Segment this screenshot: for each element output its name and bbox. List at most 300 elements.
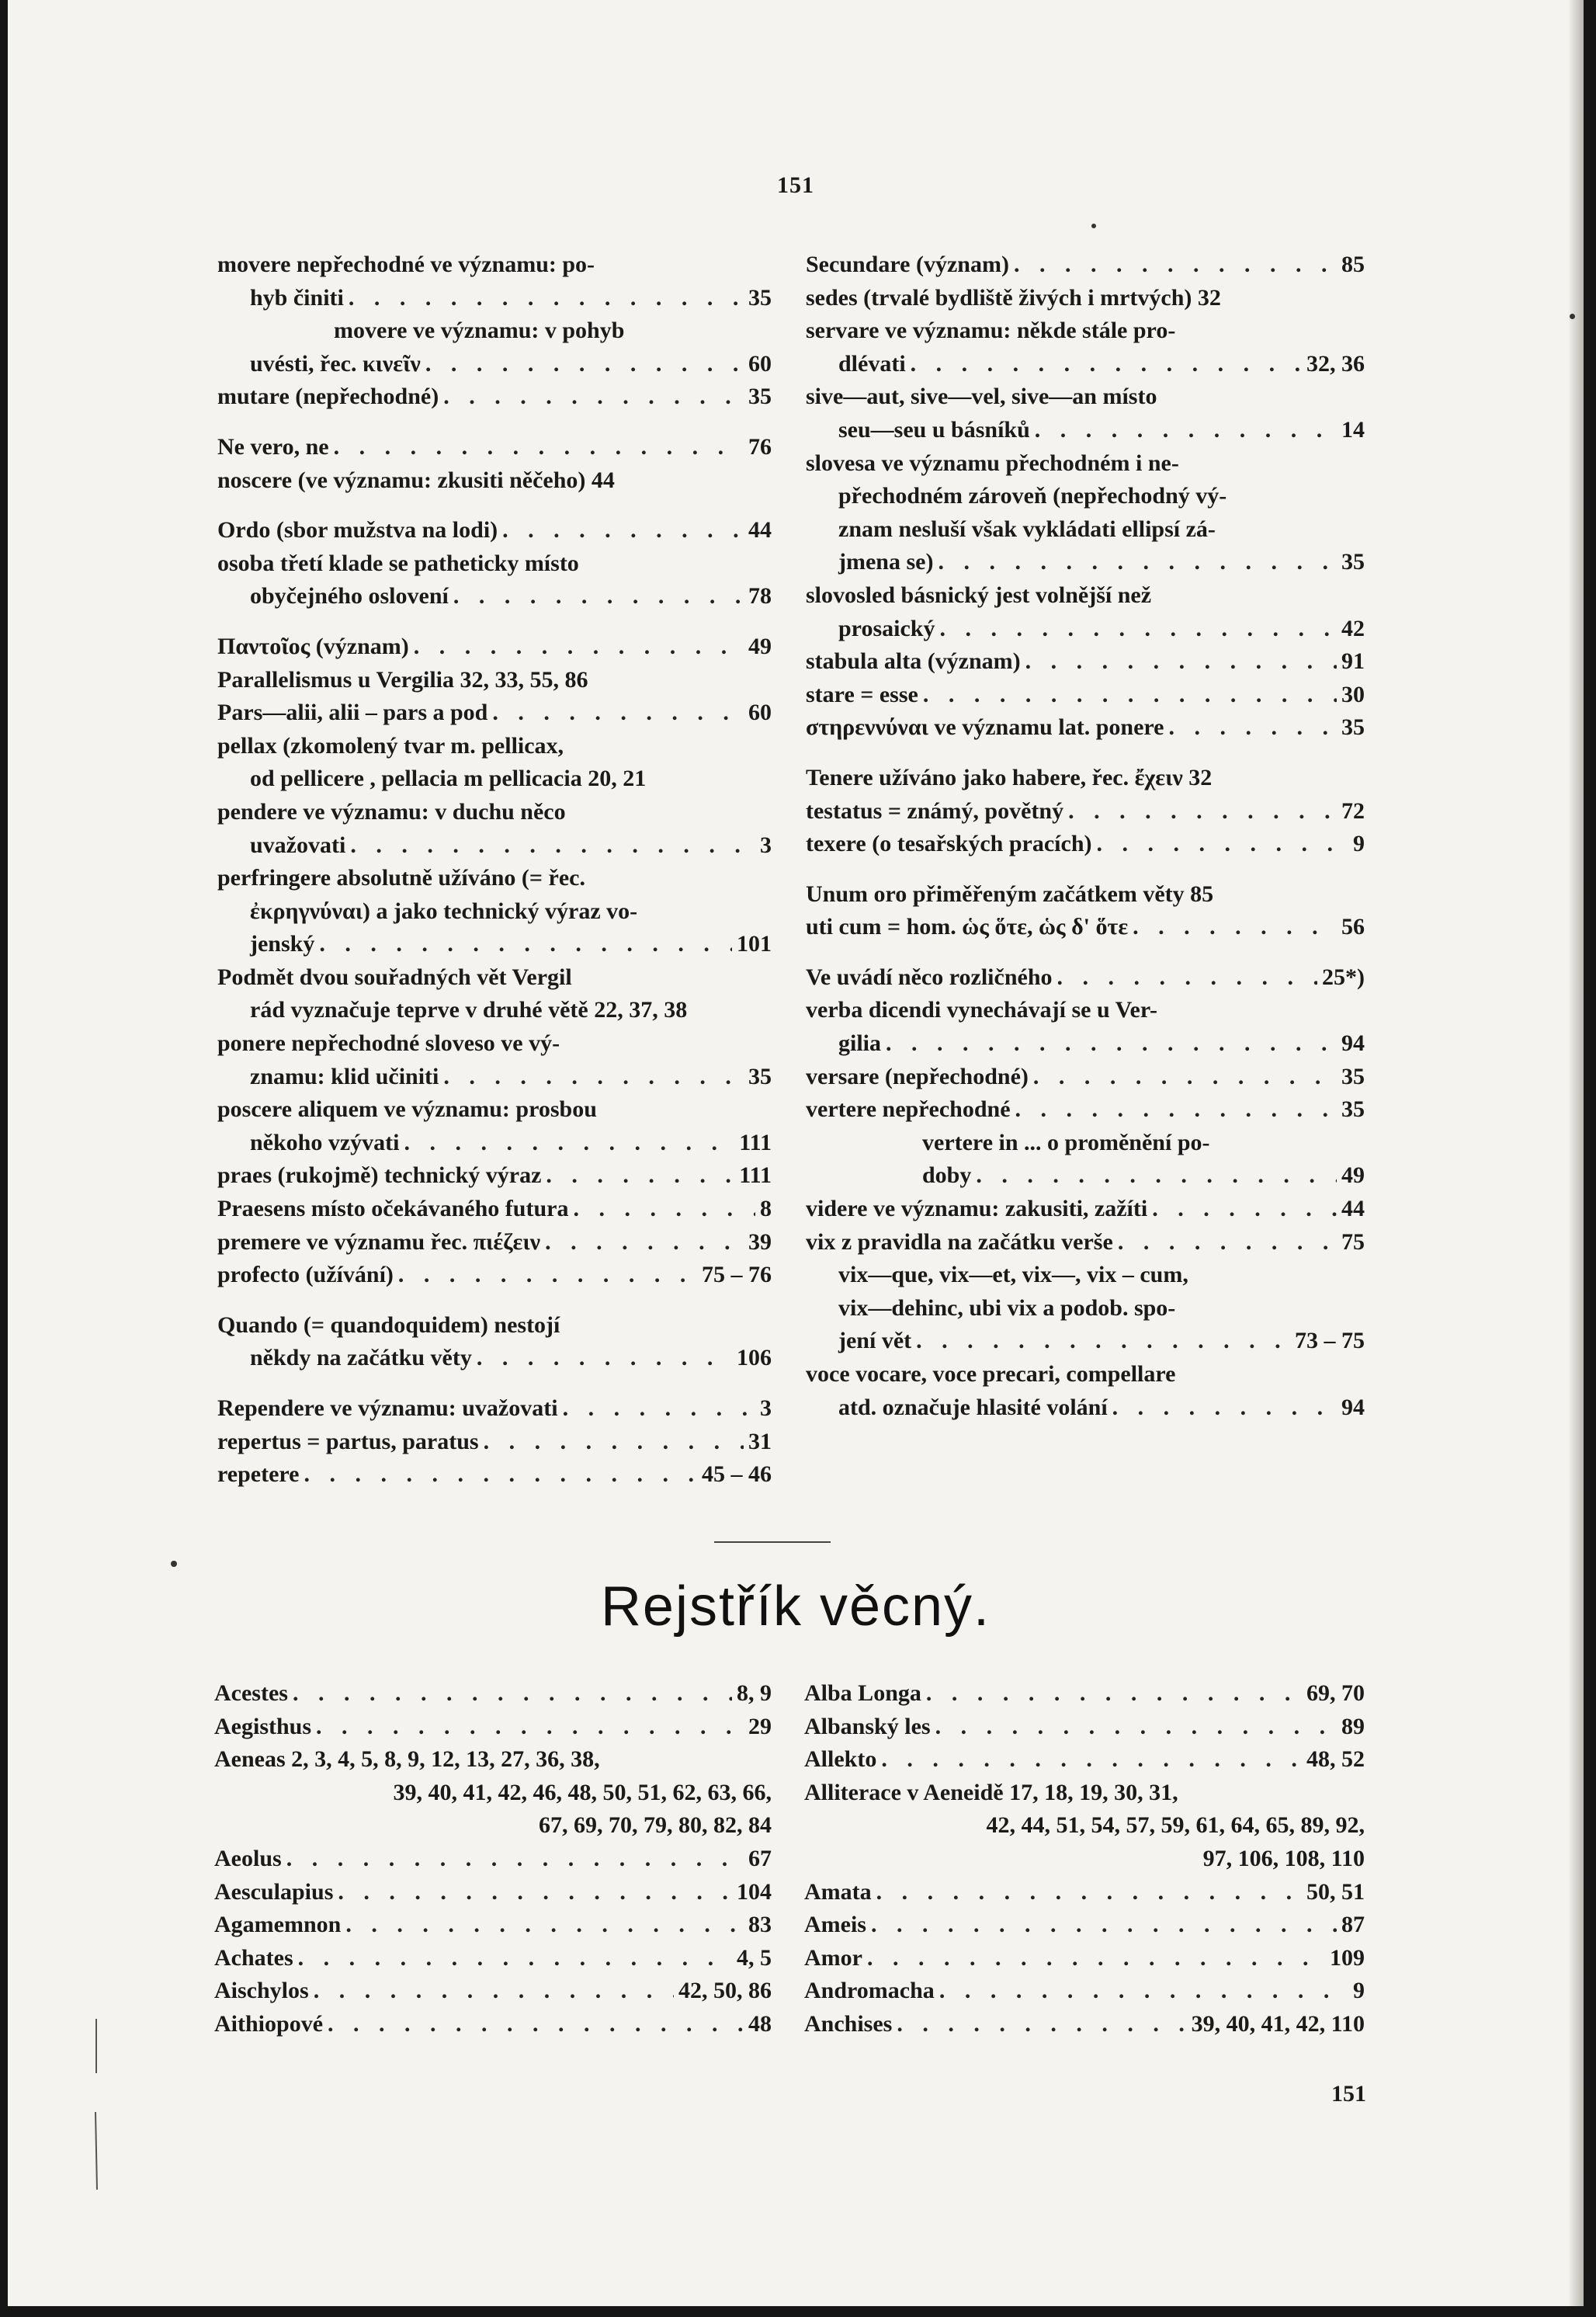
index-line: [217, 994, 772, 1027]
leader-dots: [939, 1975, 1348, 2008]
entry-text: 67, 69, 70, 79, 80, 82, 84: [539, 1812, 772, 1839]
entry-text: stabula alta (význam): [806, 648, 1021, 675]
index-line: [806, 994, 1365, 1027]
index-entry: [806, 579, 1365, 645]
index-entry: [214, 1942, 772, 1975]
index-line: [806, 613, 1365, 646]
entry-text: Aeolus: [214, 1845, 282, 1871]
index-line: [217, 348, 772, 381]
leader-dots: [545, 1226, 744, 1259]
index-line: [806, 1259, 1365, 1292]
entry-text: Parallelismus u Vergilia 32, 33, 55, 86: [217, 666, 588, 693]
page-reference: 56: [1341, 914, 1365, 940]
entry-text: στηρεννύναι ve významu lat. ponere: [806, 714, 1164, 741]
index-line: [806, 961, 1365, 995]
entry-text: znamu: klid učiniti: [250, 1063, 439, 1089]
page-reference: 35: [748, 384, 772, 410]
entry-text: Achates: [214, 1944, 293, 1971]
page-reference: 39, 40, 41, 42, 110: [1191, 2010, 1365, 2037]
index-entry: [806, 679, 1365, 712]
index-line: [217, 1458, 772, 1492]
index-line: [804, 1975, 1365, 2008]
index-entry: [217, 1193, 772, 1226]
page-reference: 14: [1341, 416, 1365, 443]
index-line: [804, 1909, 1365, 1942]
entry-text: repertus = partus, paratus: [217, 1428, 479, 1454]
index-line: [217, 1309, 772, 1343]
entry-gap: [217, 1292, 772, 1309]
leader-dots: [867, 1942, 1325, 1975]
index-line: [217, 1392, 772, 1426]
page-reference: 48, 52: [1306, 1746, 1365, 1773]
leader-dots: [1112, 1391, 1337, 1425]
leader-dots: [573, 1193, 755, 1226]
leader-dots: [345, 1909, 744, 1942]
entry-text: Aegisthus: [214, 1713, 312, 1739]
entry-text: od pellicere , pellacia m pellicacia 20, 21: [250, 766, 647, 792]
index-line: [806, 282, 1365, 315]
index-entry: [217, 630, 772, 664]
entry-text: osoba třetí klade se patheticky místo: [217, 550, 579, 576]
index-entry: [217, 248, 772, 314]
entry-text: vertere nepřechodné: [806, 1096, 1011, 1123]
entry-text: Anchises: [804, 2010, 893, 2037]
index-line: [217, 514, 772, 547]
leader-dots: [886, 1027, 1337, 1061]
entry-text: Acestes: [214, 1680, 288, 1706]
index-entry: [804, 1909, 1365, 1942]
page-reference: 39: [748, 1228, 772, 1255]
index-entry: [214, 1677, 772, 1711]
index-line: [806, 1292, 1365, 1325]
entry-text: hyb činiti: [250, 284, 344, 311]
entry-gap: [217, 414, 772, 431]
index-line: [217, 1342, 772, 1375]
index-line: [806, 348, 1365, 381]
entry-text: Pars—alii, alii – pars a pod: [217, 700, 488, 726]
leader-dots: [425, 348, 744, 381]
entry-text: mutare (nepřechodné): [217, 384, 439, 410]
index-line: [214, 1743, 772, 1777]
page-reference: 8: [760, 1196, 772, 1222]
index-entry: [804, 1876, 1365, 1909]
index-entry: [806, 1193, 1365, 1226]
leader-dots: [477, 1342, 732, 1375]
index-entry: [806, 380, 1365, 446]
index-entry: [214, 1909, 772, 1942]
index-line: [217, 1061, 772, 1094]
index-line: [214, 1677, 772, 1711]
page-reference: 44: [748, 517, 772, 544]
index-line: [806, 579, 1365, 613]
leader-dots: [334, 431, 744, 464]
entry-text: Amor: [804, 1944, 862, 1971]
index-entry: [217, 1426, 772, 1459]
index-line: [214, 2008, 772, 2041]
entry-text: Tenere užíváno jako habere, řec. ἔχειν 32: [806, 764, 1213, 790]
entry-text: seu—seu u básníků: [838, 416, 1030, 443]
entry-text: atd. označuje hlasité volání: [838, 1394, 1108, 1420]
entry-text: sive—aut, sive—vel, sive—an místo: [806, 384, 1157, 410]
index-entry: [804, 1743, 1365, 1777]
index-entry: [806, 282, 1365, 315]
index-entry: [217, 730, 772, 796]
index-line: [804, 1876, 1365, 1909]
entry-text: Aischylos: [214, 1978, 309, 2004]
index-line: [804, 1942, 1365, 1975]
entry-text: uti cum = hom. ὡς ὅτε, ὡς δ' ὅτε: [806, 914, 1129, 940]
page-reference: 9: [1353, 1978, 1365, 2004]
index-entry: [804, 1677, 1365, 1711]
index-line: [217, 895, 772, 929]
entry-text: Rependere ve významu: uvažovati: [217, 1395, 558, 1421]
leader-dots: [304, 1458, 697, 1492]
page-reference: 87: [1341, 1912, 1365, 1938]
index-line: [217, 1259, 772, 1292]
page-reference: 49: [748, 633, 772, 659]
index-line: [806, 380, 1365, 414]
entry-text: Ne vero, ne: [217, 433, 329, 460]
leader-dots: [453, 580, 744, 613]
index-line: [217, 380, 772, 414]
page-reference: 30: [1341, 681, 1365, 707]
entry-text: ἐκρηγνύναι) a jako technický výraz vo-: [250, 898, 638, 924]
entry-gap: [806, 944, 1365, 961]
leader-dots: [316, 1711, 744, 1744]
index-entry: [806, 314, 1365, 380]
index-entry: [806, 447, 1365, 579]
index-entry: [806, 711, 1365, 745]
entry-text: dlévati: [838, 350, 906, 377]
entry-text: verba dicendi vynechávají se u Ver-: [806, 997, 1158, 1023]
page-reference: 25*): [1322, 964, 1365, 990]
entry-text: vix—que, vix—et, vix—, vix – cum,: [838, 1262, 1188, 1288]
index-entry: [217, 547, 772, 613]
index-line: [806, 1127, 1365, 1160]
leader-dots: [1133, 911, 1337, 944]
entry-text: slovosled básnický jest volnější než: [806, 582, 1152, 608]
entry-text: Aeneas 2, 3, 4, 5, 8, 9, 12, 13, 27, 36, 38,: [214, 1746, 600, 1773]
page-reference: 60: [748, 350, 772, 377]
entry-text: Amata: [804, 1878, 872, 1905]
entry-text: ponere nepřechodné sloveso ve vý-: [217, 1030, 560, 1057]
page-reference: 91: [1341, 648, 1365, 675]
leader-dots: [1025, 645, 1337, 679]
leader-dots: [298, 1942, 732, 1975]
index-line: [217, 1226, 772, 1259]
entry-text: sedes (trvalé bydliště živých i mrtvých) 32: [806, 284, 1221, 311]
index-line: [804, 1777, 1365, 1810]
entry-text: Alliterace v Aeneidě 17, 18, 19, 30, 31,: [804, 1779, 1178, 1805]
index-entry: [806, 1358, 1365, 1424]
leader-dots: [1014, 248, 1337, 282]
entry-text: Ordo (sbor mužstva na lodi): [217, 517, 498, 544]
index-line: [214, 1975, 772, 2008]
index-entry: [806, 248, 1365, 282]
index-line: [806, 878, 1365, 912]
index-line: [217, 1426, 772, 1459]
index-line: [217, 547, 772, 581]
entry-text: 42, 44, 51, 54, 57, 59, 61, 64, 65, 89, 92,: [986, 1812, 1365, 1839]
page-reference: 111: [739, 1129, 772, 1155]
page-reference: 89: [1341, 1713, 1365, 1739]
entry-text: vertere in ... o proměnění po-: [922, 1129, 1210, 1155]
index-entry: [806, 828, 1365, 861]
page-reference: 94: [1341, 1394, 1365, 1420]
page-reference: 50, 51: [1306, 1878, 1365, 1905]
entry-text: někoho vzývati: [250, 1129, 400, 1155]
index-entry: [806, 1259, 1365, 1358]
index-line: [806, 762, 1365, 795]
index-line: [806, 1027, 1365, 1061]
page-reference: 44: [1341, 1196, 1365, 1222]
page-reference: 48: [748, 2010, 772, 2037]
index-entry: [804, 1777, 1365, 1876]
entry-text: Alba Longa: [804, 1680, 921, 1706]
entry-text: Secundare (význam): [806, 252, 1009, 277]
page-reference: 35: [748, 284, 772, 311]
page-reference: 104: [737, 1878, 772, 1905]
leader-dots: [897, 2008, 1186, 2041]
index-entry: [217, 796, 772, 862]
page-number-bottom: 151: [1331, 2081, 1366, 2107]
ink-speck: [1570, 314, 1575, 319]
leader-dots: [1118, 1226, 1337, 1259]
page-reference: 35: [1341, 1096, 1365, 1123]
index-line: [217, 630, 772, 664]
index-entry: [217, 961, 772, 1027]
page-reference: 45 – 46: [702, 1461, 772, 1488]
entry-text: slovesa ve významu přechodném i ne-: [806, 450, 1179, 476]
index-line: [806, 314, 1365, 348]
index-line: [806, 1391, 1365, 1425]
index-line: [804, 1711, 1365, 1744]
index-line: [217, 928, 772, 961]
leader-dots: [1068, 795, 1337, 828]
entry-text: pendere ve významu: v duchu něco: [217, 798, 566, 825]
entry-text: doby: [922, 1162, 972, 1189]
entry-text: 39, 40, 41, 42, 46, 48, 50, 51, 62, 63, 66,: [393, 1779, 772, 1805]
page-edge-shadow: [1568, 0, 1584, 2306]
index-entry: [804, 2008, 1365, 2041]
entry-text: texere (o tesařských pracích): [806, 831, 1092, 857]
page-reference: 85: [1341, 252, 1365, 277]
entry-text: videre ve významu: zakusiti, zažíti: [806, 1196, 1148, 1222]
entry-text: versare (nepřechodné): [806, 1063, 1029, 1089]
index-line: [806, 1061, 1365, 1094]
leader-dots: [1097, 828, 1349, 861]
index-entry: [806, 1061, 1365, 1094]
index-entry: [217, 464, 772, 498]
entry-text: profecto (užívání): [217, 1262, 394, 1288]
entry-text: Andromacha: [804, 1978, 935, 2004]
index-entry: [806, 1127, 1365, 1193]
index-line: [217, 696, 772, 730]
index-line: [806, 828, 1365, 861]
page-reference: 76: [748, 433, 772, 460]
page-reference: 31: [748, 1428, 772, 1454]
leader-dots: [1033, 1061, 1337, 1094]
page-reference: 29: [748, 1713, 772, 1739]
index-line: [804, 2008, 1365, 2041]
leader-dots: [1035, 414, 1337, 447]
page-reference: 35: [1341, 714, 1365, 741]
index-entry: [217, 1259, 772, 1292]
index-entry: [804, 1975, 1365, 2008]
index-entry: [217, 314, 772, 380]
index-entry: [217, 514, 772, 547]
index-line: [214, 1809, 772, 1843]
leader-dots: [319, 928, 732, 961]
entry-text: jení vět: [838, 1328, 912, 1354]
entry-text: Podmět dvou souřadných vět Vergil: [217, 964, 572, 990]
leader-dots: [926, 1677, 1302, 1711]
index-line: [217, 730, 772, 763]
leader-dots: [876, 1876, 1302, 1909]
entry-text: Agamemnon: [214, 1912, 342, 1938]
index-line: [806, 480, 1365, 513]
index-line: [217, 1193, 772, 1226]
entry-text: gilia: [838, 1030, 882, 1057]
index-entry: [217, 1226, 772, 1259]
leader-dots: [484, 1426, 744, 1459]
index-entry: [806, 1093, 1365, 1127]
page-reference: 32, 36: [1306, 350, 1365, 377]
page-reference: 42, 50, 86: [678, 1978, 772, 2004]
leader-dots: [563, 1392, 755, 1426]
index-line: [806, 1226, 1365, 1259]
index-line: [217, 829, 772, 863]
entry-text: praes (rukojmě) technický výraz: [217, 1162, 542, 1189]
index-entry: [217, 862, 772, 961]
entry-text: 97, 106, 108, 110: [1202, 1845, 1365, 1871]
entry-gap: [217, 1375, 772, 1392]
page-reference: 42: [1341, 615, 1365, 641]
entry-text: prosaický: [838, 615, 935, 641]
index-line: [217, 762, 772, 796]
page-reference: 4, 5: [737, 1944, 772, 1971]
leader-dots: [398, 1259, 697, 1292]
index-entry: [217, 380, 772, 414]
index-entry: [214, 1743, 772, 1843]
entry-gap: [217, 613, 772, 630]
index-entry: [217, 431, 772, 464]
index-entry: [217, 696, 772, 730]
index-entry: [214, 1975, 772, 2008]
index-entry: [806, 994, 1365, 1060]
page-reference: 106: [737, 1345, 772, 1371]
index-line: [806, 1325, 1365, 1358]
entry-text: Allekto: [804, 1746, 877, 1773]
index-line: [217, 248, 772, 282]
index-line: [804, 1677, 1365, 1711]
index-line: [806, 1193, 1365, 1226]
margin-pencil-mark: [95, 2019, 98, 2190]
entry-text: uvažovati: [250, 832, 346, 858]
leader-dots: [350, 829, 755, 863]
page-reference: 75 – 76: [702, 1262, 772, 1288]
index-line: [217, 464, 772, 498]
entry-text: jenský: [250, 931, 315, 957]
index-line: [806, 795, 1365, 828]
page-reference: 101: [737, 931, 772, 957]
page-reference: 3: [760, 832, 772, 858]
entry-text: přechodném zároveň (nepřechodný vý-: [838, 483, 1227, 509]
index-entry: [806, 645, 1365, 679]
index-line: [214, 1777, 772, 1810]
index-line: [806, 447, 1365, 481]
entry-text: vix z pravidla na začátku verše: [806, 1228, 1113, 1255]
entry-text: movere ve významu: v pohyb: [334, 318, 625, 344]
index-entry: [804, 1942, 1365, 1975]
index-entry: [217, 1027, 772, 1093]
leader-dots: [923, 679, 1337, 712]
index-line: [806, 248, 1365, 282]
subject-index-column-left: [214, 1677, 772, 2041]
entry-text: pellax (zkomolený tvar m. pellicax,: [217, 732, 564, 759]
leader-dots: [286, 1843, 744, 1876]
index-line: [806, 546, 1365, 579]
index-column-right: [806, 248, 1365, 1424]
index-entry: [217, 1309, 772, 1375]
leader-dots: [1015, 1093, 1337, 1127]
index-line: [214, 1909, 772, 1942]
index-line: [214, 1876, 772, 1909]
index-column-left: [217, 248, 772, 1492]
page-reference: 49: [1341, 1162, 1365, 1189]
index-entry: [806, 1226, 1365, 1259]
ink-speck: [1091, 224, 1096, 228]
entry-text: premere ve významu řec. πιέζειν: [217, 1228, 541, 1255]
entry-text: noscere (ve významu: zkusiti něčeho) 44: [217, 467, 615, 493]
page-reference: 9: [1353, 831, 1365, 857]
index-entry: [214, 2008, 772, 2041]
leader-dots: [502, 514, 744, 547]
entry-text: obyčejného oslovení: [250, 583, 449, 610]
page-reference: 109: [1330, 1944, 1365, 1971]
index-line: [217, 282, 772, 315]
leader-dots: [349, 282, 744, 315]
page-reference: 75: [1341, 1228, 1365, 1255]
index-line: [217, 961, 772, 995]
index-entry: [804, 1711, 1365, 1744]
page-reference: 35: [1341, 549, 1365, 575]
leader-dots: [871, 1909, 1337, 1942]
entry-text: servare ve významu: někde stále pro-: [806, 318, 1176, 344]
index-line: [217, 314, 772, 348]
index-line: [804, 1809, 1365, 1843]
entry-text: Ve uvádí něco rozličného: [806, 964, 1053, 990]
entry-text: Albanský les: [804, 1713, 931, 1739]
leader-dots: [492, 696, 744, 730]
page-reference: 8, 9: [737, 1680, 772, 1706]
leader-dots: [443, 380, 744, 414]
page-reference: 3: [760, 1395, 772, 1421]
entry-text: znam nesluší však vykládati ellipsí zá-: [838, 516, 1216, 542]
page-reference: 78: [748, 583, 772, 610]
index-entry: [217, 1458, 772, 1492]
index-line: [806, 414, 1365, 447]
page-reference: 35: [748, 1063, 772, 1089]
index-line: [217, 862, 772, 895]
index-line: [806, 513, 1365, 547]
page-reference: 94: [1341, 1030, 1365, 1057]
entry-text: vix—dehinc, ubi vix a podob. spo-: [838, 1294, 1176, 1321]
leader-dots: [1152, 1193, 1337, 1226]
leader-dots: [916, 1325, 1290, 1358]
index-entry: [214, 1843, 772, 1876]
leader-dots: [404, 1127, 735, 1160]
